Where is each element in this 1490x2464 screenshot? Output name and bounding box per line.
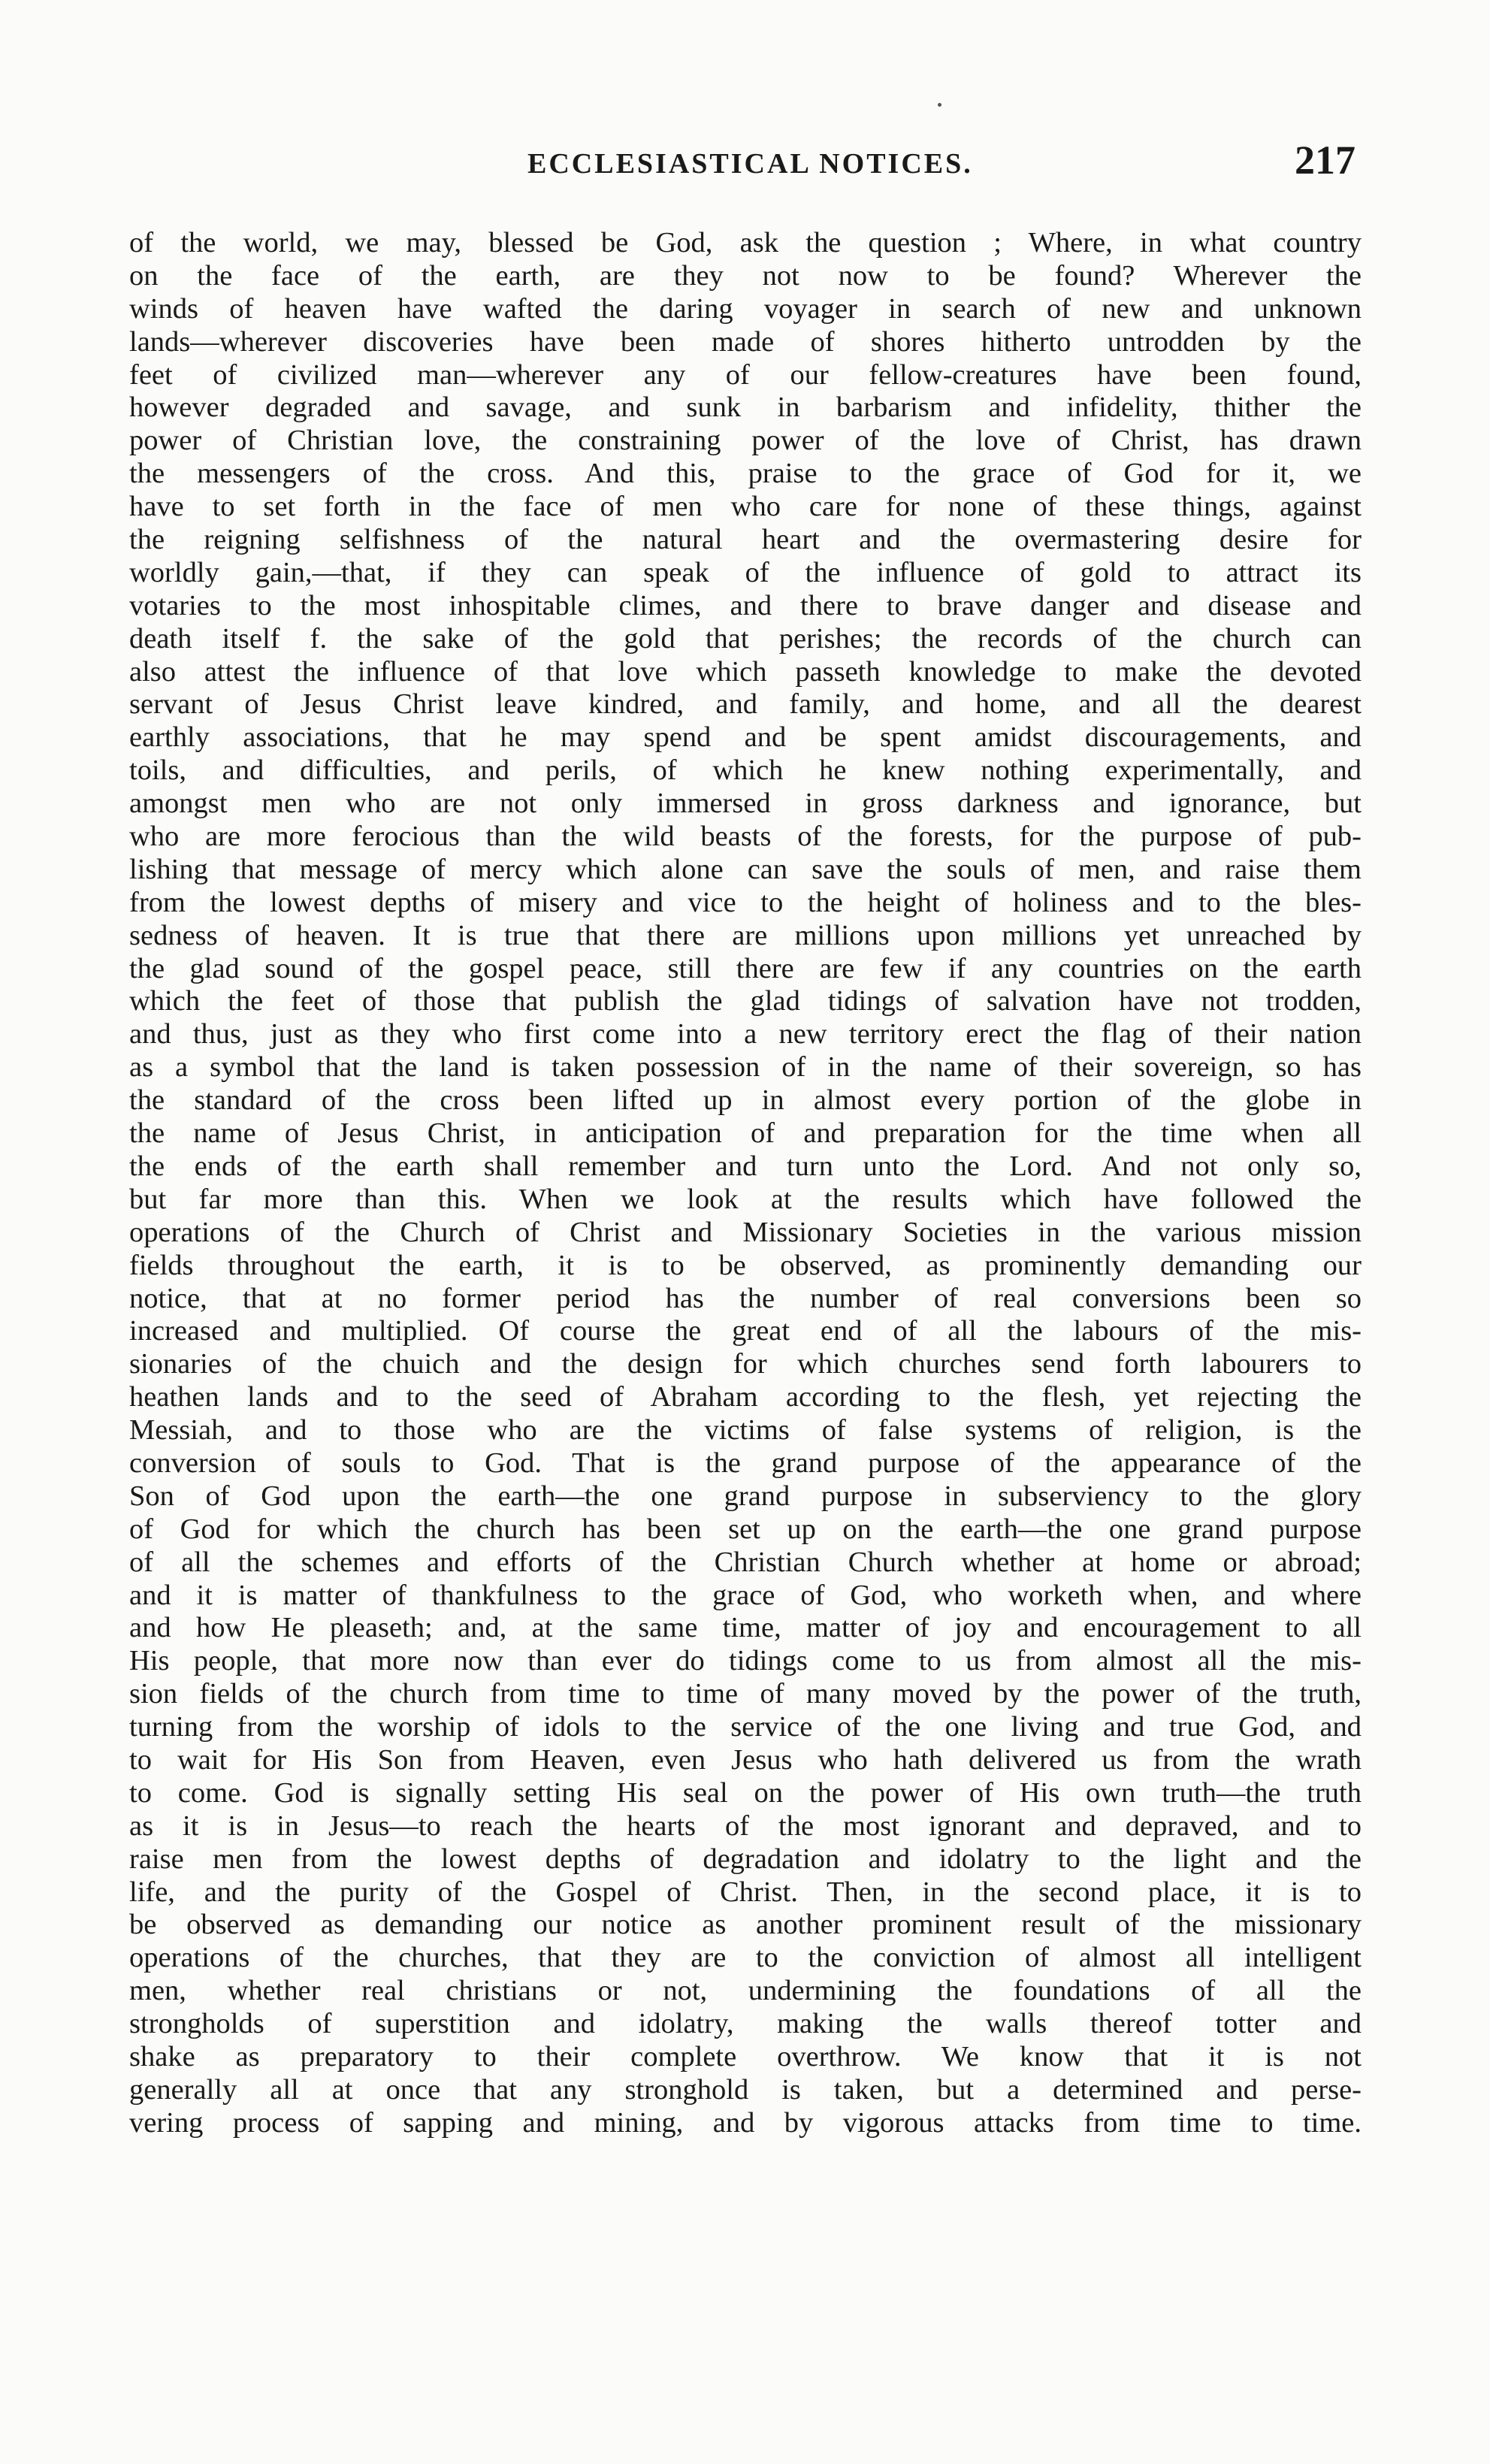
text-line: be observed as demanding our notice as another prominent result of the missionary [129, 1909, 1362, 1941]
text-line: servant of Jesus Christ leave kindred, and family, and home, and all the dearest [129, 688, 1362, 721]
text-line: turning from the worship of idols to the service of the one living and true God, and [129, 1711, 1362, 1743]
text-line: lishing that message of mercy which alone can save the souls of men, and raise them [129, 853, 1362, 885]
text-line: notice, that at no former period has the number of real conversions been so [129, 1282, 1362, 1314]
text-line: toils, and difficulties, and perils, of which he knew nothing experimentally, and [129, 754, 1362, 787]
text-line: on the face of the earth, are they not now to be found? Wherever the [129, 259, 1362, 292]
text-line: vering process of sapping and mining, and by vigorous attacks from time to time. [129, 2106, 1362, 2139]
text-line: generally all at once that any stronghold is taken, but a determined and perse- [129, 2073, 1362, 2106]
text-line: operations of the Church of Christ and Missionary Societies in the various mission [129, 1216, 1362, 1248]
text-line: of all the schemes and efforts of the Christian Church whether at home or abroad; [129, 1546, 1362, 1578]
text-line: raise men from the lowest depths of degradation and idolatry to the light and the [129, 1843, 1362, 1875]
text-line: winds of heaven have wafted the daring voyager in search of new and unknown [129, 292, 1362, 325]
text-line: feet of civilized man—wherever any of our fellow-creatures have been found, [129, 358, 1362, 391]
text-line: have to set forth in the face of men who care for none of these things, against [129, 491, 1362, 523]
text-line: from the lowest depths of misery and vice to the height of holiness and to the bles- [129, 886, 1362, 918]
text-line: lands—wherever discoveries have been made of shores hitherto untrodden by the [129, 325, 1362, 358]
body-text [129, 227, 1362, 2140]
text-line: the name of Jesus Christ, in anticipation of and preparation for the time when all [129, 1117, 1362, 1150]
text-line: the ends of the earth shall remember and turn unto the Lord. And not only so, [129, 1150, 1362, 1182]
text-line: increased and multiplied. Of course the great end of all the labours of the mis- [129, 1315, 1362, 1347]
text-line: the standard of the cross been lifted up in almost every portion of the globe in [129, 1084, 1362, 1117]
text-line: shake as preparatory to their complete overthrow. We know that it is not [129, 2040, 1362, 2072]
text-line: sion fields of the church from time to time of many moved by the power of the truth, [129, 1678, 1362, 1710]
text-line: as it is in Jesus—to reach the hearts of the most ignorant and depraved, and to [129, 1809, 1362, 1842]
text-line: the messengers of the cross. And this, praise to the grace of God for it, we [129, 458, 1362, 490]
text-line: death itself f. the sake of the gold that perishes; the records of the church can [129, 622, 1362, 655]
text-line: sionaries of the chuich and the design for which churches send forth labourers to [129, 1348, 1362, 1380]
text-line: heathen lands and to the seed of Abraham according to the flesh, yet rejecting the [129, 1381, 1362, 1413]
text-line: to wait for His Son from Heaven, even Jesus who hath delivered us from the wrath [129, 1743, 1362, 1776]
text-line: conversion of souls to God. That is the grand purpose of the appearance of the [129, 1447, 1362, 1479]
ink-speck [938, 103, 941, 107]
text-line: to come. God is signally setting His seal on the power of His own truth—the truth [129, 1776, 1362, 1809]
text-line: Son of God upon the earth—the one grand purpose in subserviency to the glory [129, 1480, 1362, 1512]
text-line: worldly gain,—that, if they can speak of the influence of gold to attract its [129, 556, 1362, 588]
text-line: however degraded and savage, and sunk in barbarism and infidelity, thither the [129, 392, 1362, 424]
text-line: the glad sound of the gospel peace, still there are few if any countries on the earth [129, 952, 1362, 984]
text-line: of the world, we may, blessed be God, ask the question ; Where, in what country [129, 227, 1362, 258]
text-line: operations of the churches, that they are to the conviction of almost all intelligent [129, 1942, 1362, 1974]
text-line: which the feet of those that publish the glad tidings of salvation have not trodden, [129, 985, 1362, 1017]
text-line: His people, that more now than ever do tidings come to us from almost all the mis- [129, 1645, 1362, 1677]
text-line: strongholds of superstition and idolatry, making the walls thereof totter and [129, 2008, 1362, 2040]
text-line: also attest the influence of that love which passeth knowledge to make the devoted [129, 655, 1362, 688]
text-line: and it is matter of thankfulness to the grace of God, who worketh when, and where [129, 1579, 1362, 1611]
text-line: Messiah, and to those who are the victims of false systems of religion, is the [129, 1414, 1362, 1447]
page-header [129, 138, 1362, 186]
text-line: votaries to the most inhospitable climes, and there to brave danger and disease and [129, 589, 1362, 621]
text-line: amongst men who are not only immersed in gross darkness and ignorance, but [129, 788, 1362, 820]
text-line: fields throughout the earth, it is to be observed, as prominently demanding our [129, 1249, 1362, 1281]
text-line: power of Christian love, the constraining power of the love of Christ, has drawn [129, 425, 1362, 457]
text-line: life, and the purity of the Gospel of Christ. Then, in the second place, it is to [129, 1876, 1362, 1908]
text-line: the reigning selfishness of the natural heart and the overmastering desire for [129, 524, 1362, 556]
page-number: 217 [1295, 138, 1356, 183]
text-line: men, whether real christians or not, undermining the foundations of all the [129, 1975, 1362, 2007]
running-head: ECCLESIASTICAL NOTICES. [527, 148, 973, 180]
text-line: and how He pleaseth; and, at the same time, matter of joy and encouragement to all [129, 1612, 1362, 1644]
text-line: and thus, just as they who first come into a new territory erect the flag of their nation [129, 1018, 1362, 1051]
text-line: but far more than this. When we look at the results which have followed the [129, 1183, 1362, 1215]
text-line: of God for which the church has been set up on the earth—the one grand purpose [129, 1513, 1362, 1545]
text-line: who are more ferocious than the wild beasts of the forests, for the purpose of pub- [129, 821, 1362, 853]
text-line: as a symbol that the land is taken possession of in the name of their sovereign, so has [129, 1051, 1362, 1084]
text-line: earthly associations, that he may spend and be spent amidst discouragements, and [129, 721, 1362, 754]
text-line: sedness of heaven. It is true that there are millions upon millions yet unreached by [129, 919, 1362, 951]
